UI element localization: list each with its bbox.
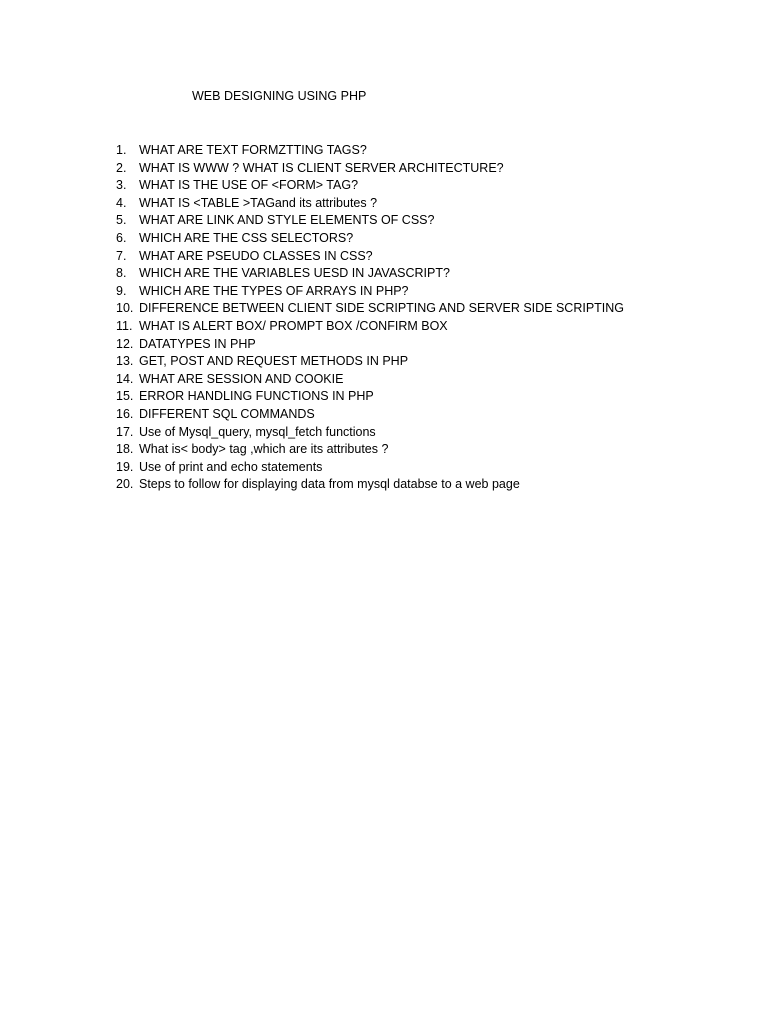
question-text: Steps to follow for displaying data from mysql databse to a web page <box>139 477 520 492</box>
question-text: WHAT ARE LINK AND STYLE ELEMENTS OF CSS? <box>139 213 435 228</box>
question-number: 17. <box>116 424 134 439</box>
question-text: WHAT IS WWW ? WHAT IS CLIENT SERVER ARCHITECTURE? <box>139 160 504 175</box>
question-text: GET, POST AND REQUEST METHODS IN PHP <box>139 354 409 369</box>
question-number: 3. <box>116 178 127 193</box>
question-text: DIFFERENT SQL COMMANDS <box>139 406 315 421</box>
question-item <box>116 424 624 442</box>
question-text: WHAT IS <TABLE >TAGand its attributes ? <box>139 195 378 210</box>
question-text: Use of Mysql_query, mysql_fetch functions <box>139 424 376 439</box>
question-number: 10. <box>116 301 134 316</box>
question-text: What is< body> tag ,which are its attributes ? <box>139 442 389 457</box>
question-text: WHAT ARE TEXT FORMZTTING TAGS? <box>139 143 367 157</box>
question-item <box>116 336 624 354</box>
question-item <box>116 230 624 248</box>
question-number: 13. <box>116 354 134 369</box>
question-text: WHICH ARE THE VARIABLES UESD IN JAVASCRIPT? <box>139 266 450 281</box>
question-number: 12. <box>116 336 134 351</box>
question-text: WHAT IS ALERT BOX/ PROMPT BOX /CONFIRM BOX <box>139 318 448 333</box>
question-number: 18. <box>116 442 134 457</box>
question-list <box>116 142 624 494</box>
question-item <box>116 318 624 336</box>
question-text: DATATYPES IN PHP <box>139 336 256 351</box>
question-number: 19. <box>116 459 134 474</box>
question-item <box>116 142 624 160</box>
question-text: WHICH ARE THE TYPES OF ARRAYS IN PHP? <box>139 283 409 298</box>
question-number: 20. <box>116 477 134 492</box>
question-number: 11. <box>116 318 133 333</box>
question-item <box>116 283 624 301</box>
question-item <box>116 160 624 178</box>
question-text: WHAT ARE SESSION AND COOKIE <box>139 371 344 386</box>
question-item <box>116 371 624 389</box>
question-item <box>116 265 624 283</box>
question-text: WHAT ARE PSEUDO CLASSES IN CSS? <box>139 248 373 263</box>
question-item <box>116 177 624 195</box>
question-number: 9. <box>116 283 127 298</box>
question-text: WHAT IS THE USE OF <FORM> TAG? <box>139 178 359 193</box>
question-number: 6. <box>116 230 127 245</box>
question-number: 8. <box>116 266 127 281</box>
question-number: 4. <box>116 195 127 210</box>
question-item <box>116 476 624 494</box>
question-item <box>116 195 624 213</box>
question-number: 15. <box>116 389 134 404</box>
question-item <box>116 388 624 406</box>
question-number: 1. <box>116 143 127 157</box>
document-title: WEB DESIGNING USING PHP <box>192 89 367 103</box>
question-item <box>116 300 624 318</box>
question-number: 16. <box>116 406 134 421</box>
question-item <box>116 406 624 424</box>
question-text: Use of print and echo statements <box>139 459 323 474</box>
question-item <box>116 353 624 371</box>
question-item <box>116 212 624 230</box>
question-number: 14. <box>116 371 134 386</box>
question-number: 5. <box>116 213 127 228</box>
question-text: DIFFERENCE BETWEEN CLIENT SIDE SCRIPTING AND SERVER SIDE SCRIPTING <box>139 301 625 316</box>
question-text: WHICH ARE THE CSS SELECTORS? <box>139 230 354 245</box>
question-number: 7. <box>116 248 127 263</box>
question-item <box>116 459 624 477</box>
question-item <box>116 441 624 459</box>
question-item <box>116 248 624 266</box>
question-number: 2. <box>116 160 127 175</box>
question-text: ERROR HANDLING FUNCTIONS IN PHP <box>139 389 374 404</box>
